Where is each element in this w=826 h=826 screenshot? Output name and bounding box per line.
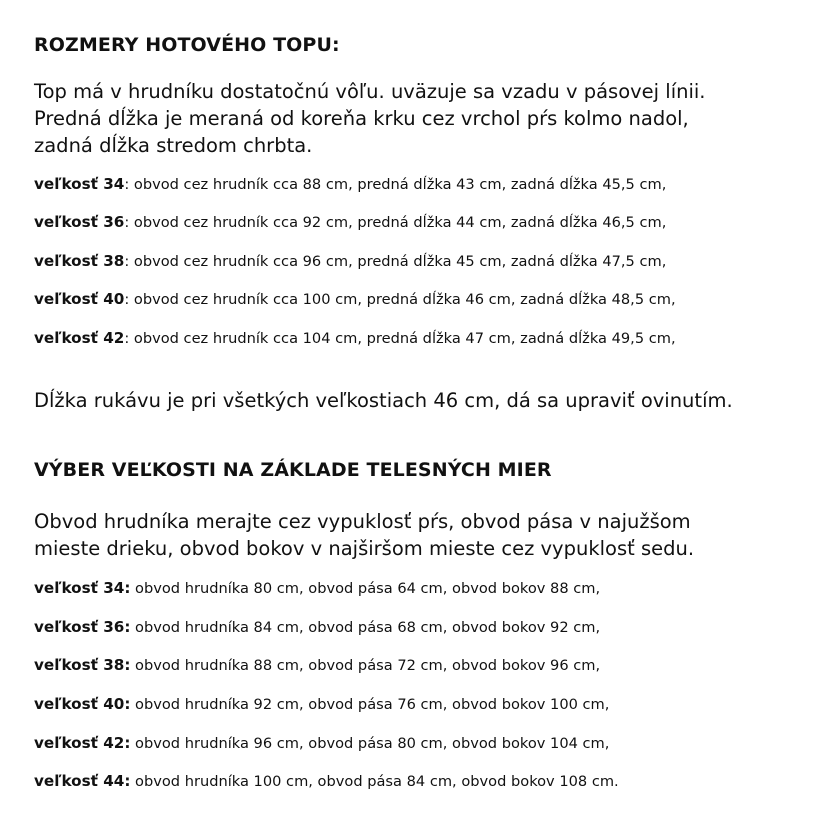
size-label: veľkosť 42 — [34, 329, 125, 347]
size-details: : obvod cez hrudník cca 104 cm, predná dĺžka 47 cm, zadná dĺžka 49,5 cm, — [124, 330, 676, 347]
body-size-row — [34, 618, 600, 636]
size-label: veľkosť 38: — [34, 656, 131, 674]
size-details: obvod hrudníka 100 cm, obvod pása 84 cm, obvod bokov 108 cm. — [130, 773, 619, 790]
section2-title: VÝBER VEĽKOSTI NA ZÁKLADE TELESNÝCH MIER — [34, 459, 552, 481]
size-label: veľkosť 34 — [34, 175, 125, 193]
size-label: veľkosť 44: — [34, 772, 131, 790]
size-details: : obvod cez hrudník cca 88 cm, predná dĺžka 43 cm, zadná dĺžka 45,5 cm, — [124, 176, 667, 193]
size-label: veľkosť 34: — [34, 579, 131, 597]
size-row — [34, 175, 666, 193]
size-label: veľkosť 42: — [34, 734, 131, 752]
size-label: veľkosť 36 — [34, 213, 125, 231]
size-row — [34, 252, 666, 270]
body-size-row — [34, 656, 600, 674]
body-size-row — [34, 579, 600, 597]
size-details: : obvod cez hrudník cca 92 cm, predná dĺžka 44 cm, zadná dĺžka 46,5 cm, — [124, 214, 667, 231]
body-size-row — [34, 734, 609, 752]
body-size-row — [34, 695, 609, 713]
size-details: obvod hrudníka 80 cm, obvod pása 64 cm, obvod bokov 88 cm, — [130, 580, 601, 597]
section1-title: ROZMERY HOTOVÉHO TOPU: — [34, 34, 340, 56]
size-label: veľkosť 38 — [34, 252, 125, 270]
size-details: obvod hrudníka 92 cm, obvod pása 76 cm, obvod bokov 100 cm, — [130, 696, 610, 713]
size-details: : obvod cez hrudník cca 100 cm, predná dĺžka 46 cm, zadná dĺžka 48,5 cm, — [124, 291, 676, 308]
section1-intro: Top má v hrudníku dostatočnú vôľu. uväzuje sa vzadu v pásovej línii. Predná dĺžka je meraná od koreňa krku cez vrchol pŕs kolmo nadol, zadná dĺžka stredom chrbta. — [34, 80, 706, 157]
size-row — [34, 290, 676, 308]
size-details: : obvod cez hrudník cca 96 cm, predná dĺžka 45 cm, zadná dĺžka 47,5 cm, — [124, 253, 667, 270]
size-label: veľkosť 36: — [34, 618, 131, 636]
section2-intro: Obvod hrudníka merajte cez vypuklosť pŕs, obvod pása v najužšom mieste drieku, obvod bokov v najširšom mieste cez vypuklosť sedu. — [34, 510, 695, 560]
size-details: obvod hrudníka 84 cm, obvod pása 68 cm, obvod bokov 92 cm, — [130, 619, 601, 636]
sleeve-note: Dĺžka rukávu je pri všetkých veľkostiach 46 cm, dá sa upraviť ovinutím. — [34, 389, 733, 412]
size-row — [34, 213, 666, 231]
size-details: obvod hrudníka 96 cm, obvod pása 80 cm, obvod bokov 104 cm, — [130, 735, 610, 752]
size-label: veľkosť 40: — [34, 695, 131, 713]
size-details: obvod hrudníka 88 cm, obvod pása 72 cm, obvod bokov 96 cm, — [130, 657, 601, 674]
size-label: veľkosť 40 — [34, 290, 125, 308]
body-size-row — [34, 772, 619, 790]
size-row — [34, 329, 676, 347]
